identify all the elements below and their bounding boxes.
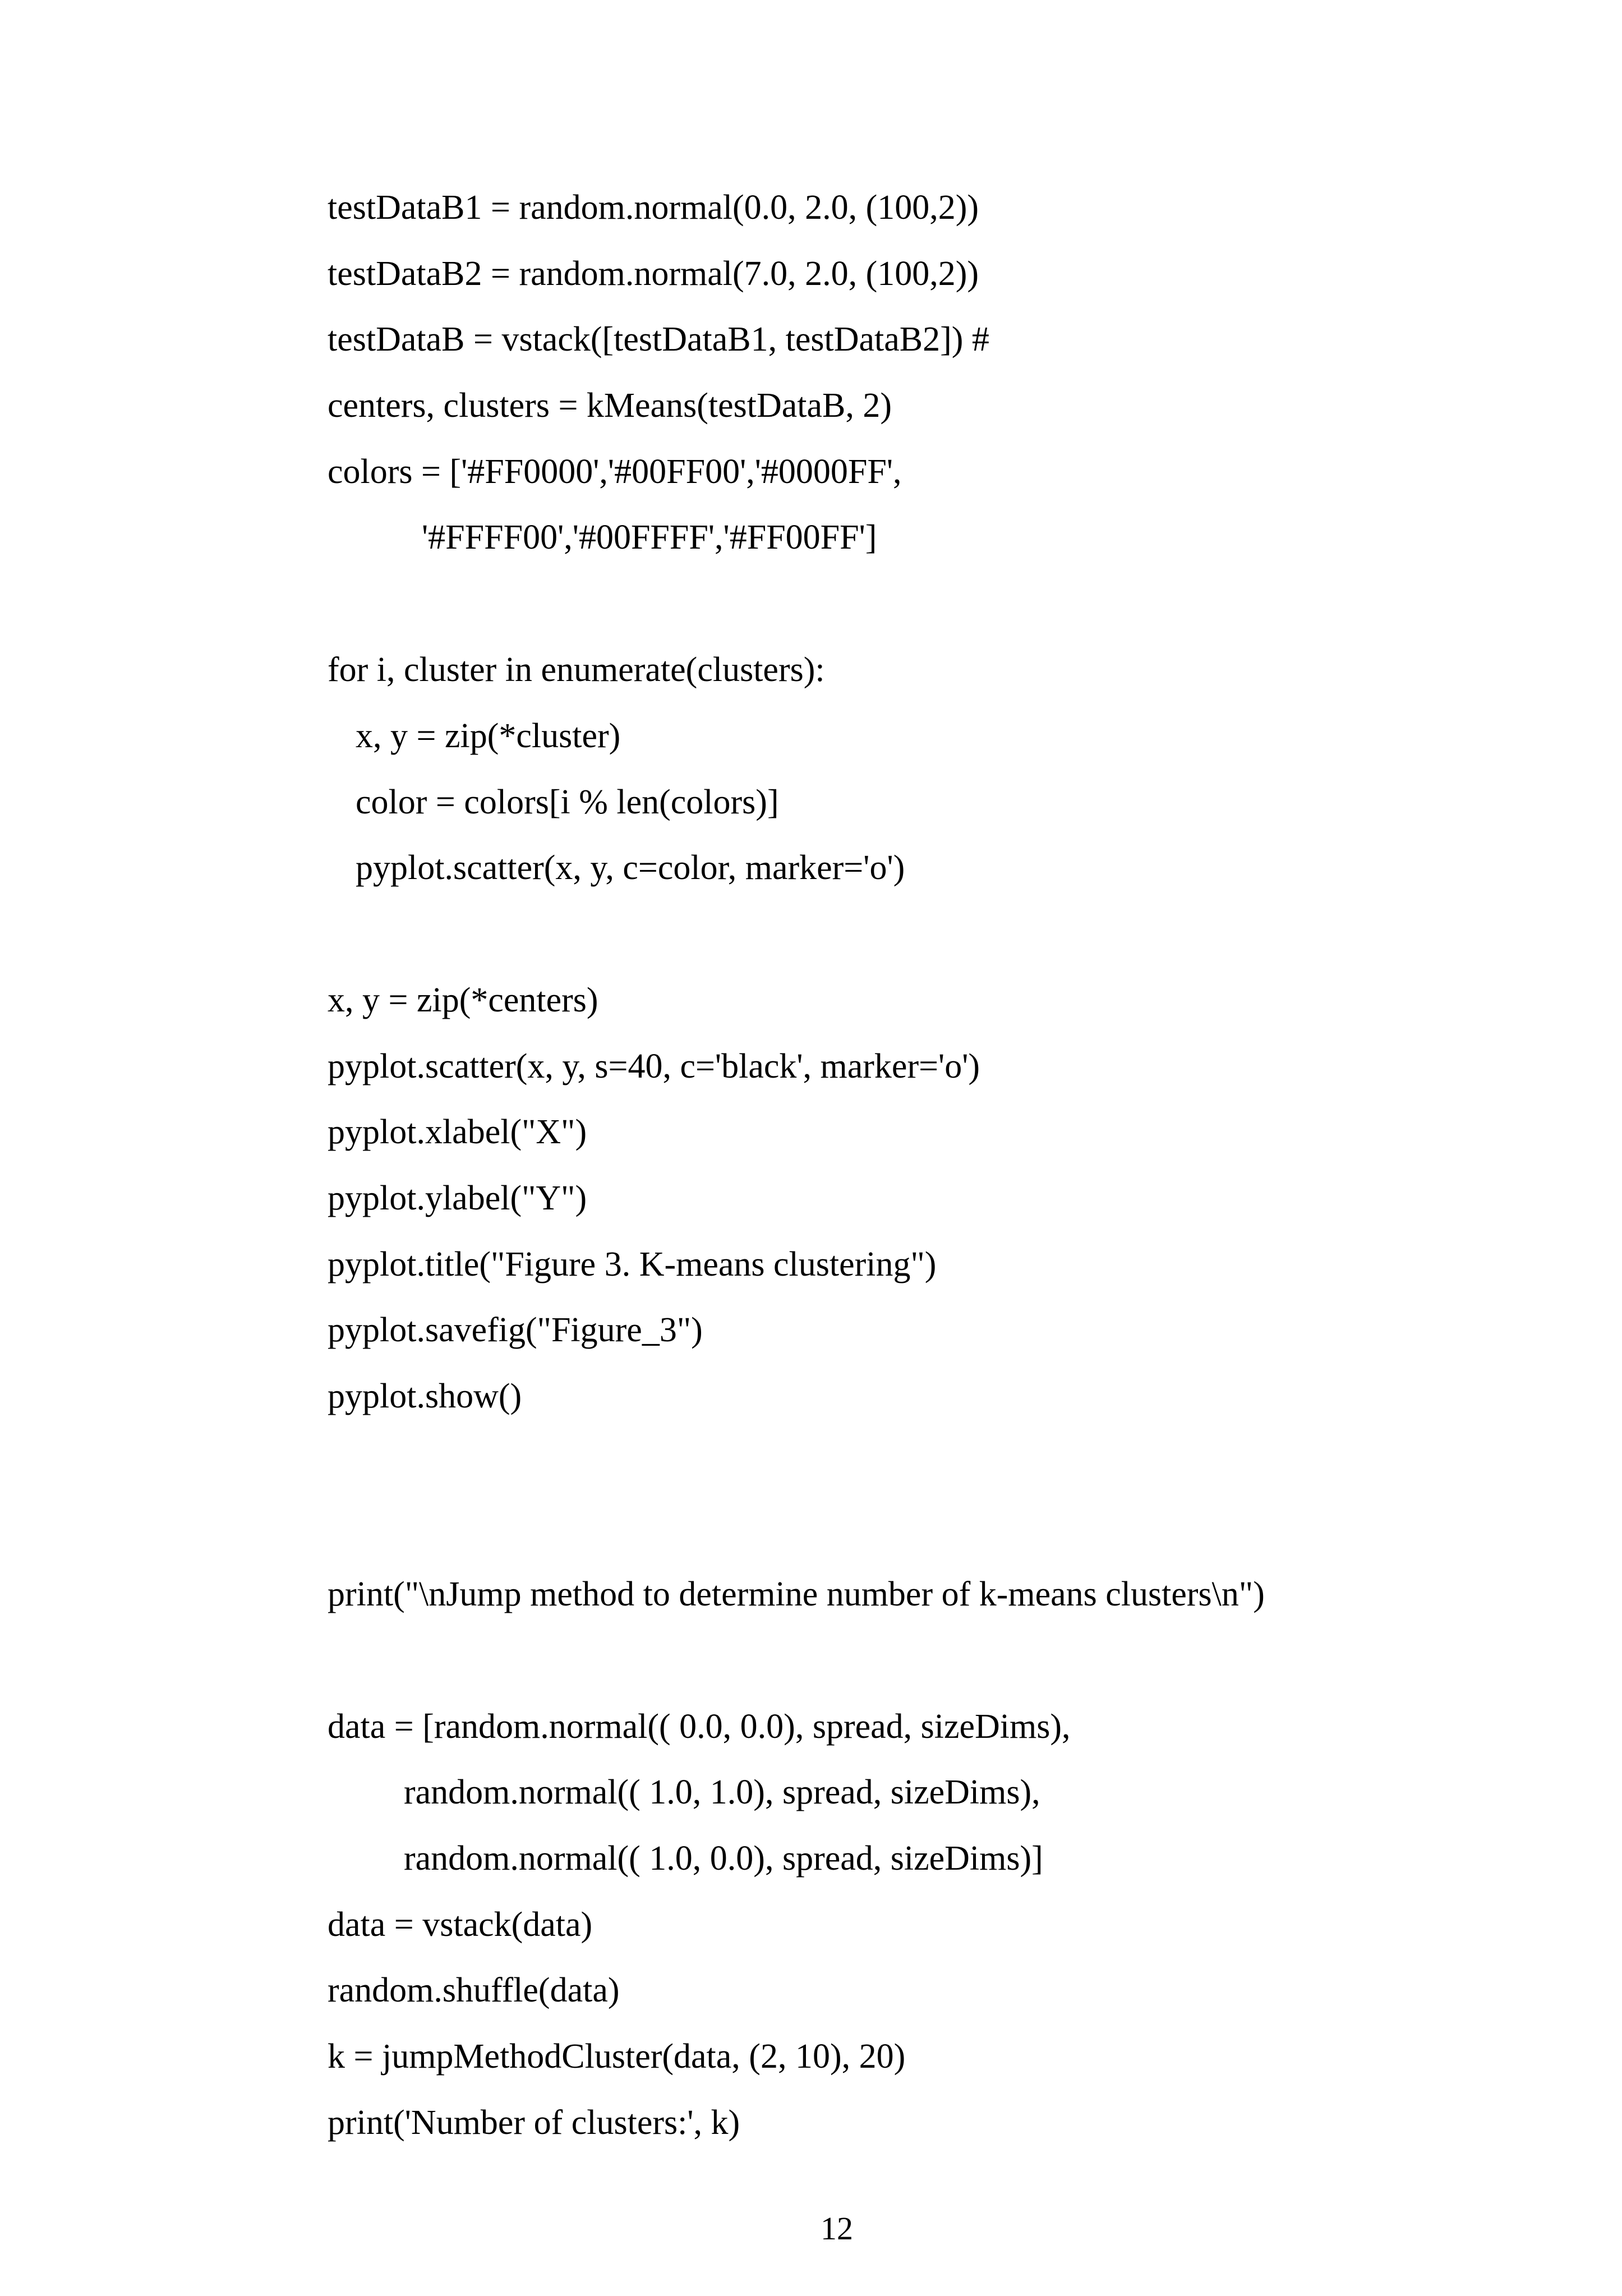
page-number: 12 <box>821 2210 853 2247</box>
code-line-7: for i, cluster in enumerate(clusters): <box>328 651 825 689</box>
code-line-2: testDataB2 = random.normal(7.0, 2.0, (100,2)) <box>328 255 979 293</box>
code-line-18: print("\nJump method to determine number of k-means clusters\n") <box>328 1575 1265 1613</box>
code-line-1: testDataB1 = random.normal(0.0, 2.0, (100,2)) <box>328 188 979 227</box>
code-line-21: random.normal(( 1.0, 0.0), spread, sizeDims)] <box>404 1839 1043 1878</box>
code-line-5: colors = ['#FF0000','#00FF00','#0000FF', <box>328 453 902 491</box>
code-line-25: print('Number of clusters:', k) <box>328 2104 740 2142</box>
code-line-10: pyplot.scatter(x, y, c=color, marker='o') <box>356 849 905 887</box>
code-line-9: color = colors[i % len(colors)] <box>356 783 779 821</box>
code-line-22: data = vstack(data) <box>328 1906 593 1944</box>
code-line-24: k = jumpMethodCluster(data, (2, 10), 20) <box>328 2037 906 2076</box>
code-line-17: pyplot.show() <box>328 1377 522 1415</box>
code-line-6: '#FFFF00','#00FFFF','#FF00FF'] <box>422 518 877 556</box>
code-line-19: data = [random.normal(( 0.0, 0.0), spread, sizeDims), <box>328 1708 1071 1746</box>
code-line-20: random.normal(( 1.0, 1.0), spread, sizeDims), <box>404 1773 1040 1811</box>
code-line-13: pyplot.xlabel("X") <box>328 1113 587 1151</box>
code-line-16: pyplot.savefig("Figure_3") <box>328 1311 703 1349</box>
code-line-11: x, y = zip(*centers) <box>328 981 598 1019</box>
code-line-23: random.shuffle(data) <box>328 1971 620 2009</box>
code-line-12: pyplot.scatter(x, y, s=40, c='black', marker='o') <box>328 1047 980 1085</box>
code-line-4: centers, clusters = kMeans(testDataB, 2) <box>328 386 892 425</box>
code-line-15: pyplot.title("Figure 3. K-means clustering") <box>328 1245 937 1283</box>
code-line-3: testDataB = vstack([testDataB1, testDataB2]) # <box>328 320 989 358</box>
code-line-14: pyplot.ylabel("Y") <box>328 1179 587 1217</box>
code-line-8: x, y = zip(*cluster) <box>356 717 621 755</box>
